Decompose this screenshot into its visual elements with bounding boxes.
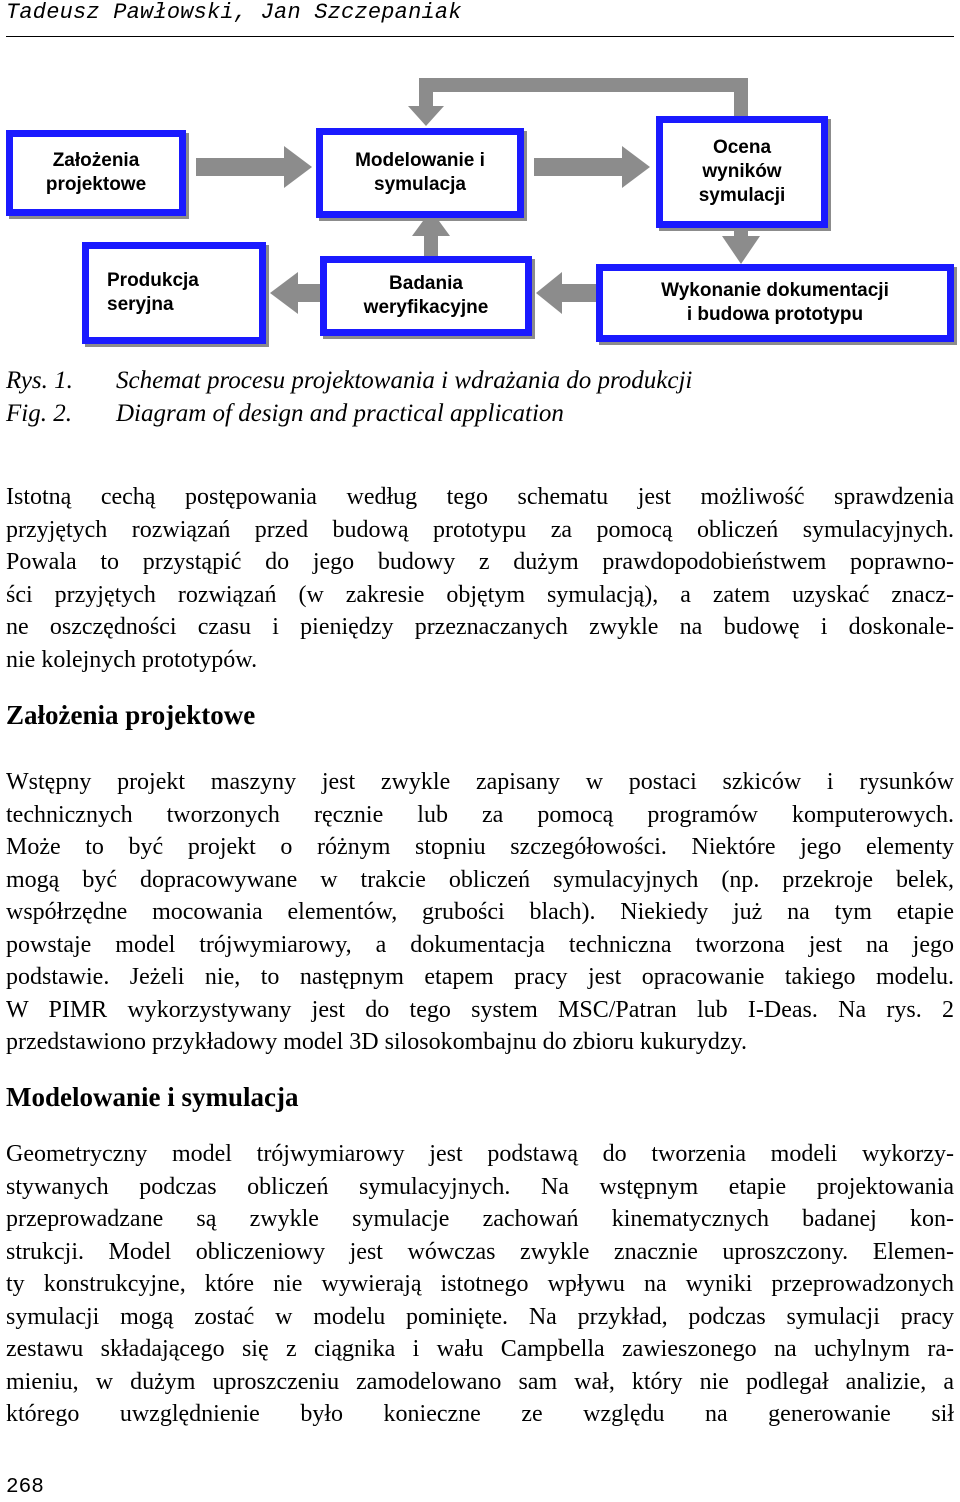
box-ocena-label: Ocena wyników symulacji <box>698 137 786 206</box>
box-produkcja-seryjna <box>82 242 266 344</box>
loop-arrow-head <box>408 106 444 126</box>
text-line: Geometryczny model trójwymiarowy jest podstawą do tworzenia modeli wykorzy- <box>6 1141 954 1167</box>
caption-en-text: Diagram of design and practical application <box>116 400 564 427</box>
text-line: zestawu składającego się z ciągnika i wału Campbella zawieszonego na uchylnym ra- <box>6 1336 954 1362</box>
text-line: nie kolejnych prototypów. <box>6 646 258 673</box>
section-modelowanie-paragraph <box>6 1138 954 1431</box>
text-line: współrzędne mocowania elementów, grubości blach). Niekiedy już na tym etapie <box>6 899 954 925</box>
text-line: mogą być dopracowywane w trakcie obliczeń symulacyjnych (np. przekroje belek, <box>6 866 954 893</box>
box-badania-weryfikacyjne <box>320 256 532 336</box>
arrow-ocena-wykonanie-head <box>722 236 760 264</box>
text-line: podstawie. Jeżeli nie, to następnym etapem pracy jest opracowanie takiego modelu. <box>6 964 954 990</box>
caption-pl-label: Rys. 1. <box>6 367 73 394</box>
section-zalozenia-paragraph <box>6 766 954 1059</box>
box-modelowanie-label: Modelowanie i symulacja <box>355 150 485 195</box>
box-wykonanie-label: Wykonanie dokumentacji i budowa prototypu <box>661 280 889 325</box>
text-line: Wstępny projekt maszyny jest zwykle zapisany w postaci szkiców i rysunków <box>6 769 954 795</box>
caption-en-label: Fig. 2. <box>6 400 72 427</box>
text-line: ści przyjętych rozwiązań (w zakresie objętym symulacją), a zatem uzyskać znacz- <box>6 581 954 608</box>
text-line: symulacji mogą zostać w modelu pominięte. Na przykład, podczas symulacji pracy <box>6 1303 954 1330</box>
box-badania-label: Badania weryfikacyjne <box>363 273 489 318</box>
text-line: mieniu, w dużym uproszczeniu zamodelowano sam wał, który nie podlegał analizie, a <box>6 1368 954 1395</box>
text-line: przeprowadzane są zwykle symulacje zachowań kinematycznych badanej kon- <box>6 1206 954 1232</box>
intro-paragraph <box>6 481 954 676</box>
text-line: powstaje model trójwymiarowy, a dokumentacja techniczna tworzona jest na jego <box>6 931 954 958</box>
text-line: ty konstrukcyjne, które nie wywierają istotnego wpływu na wyniki przeprowadzonych <box>6 1271 954 1297</box>
arrow-zalozenia-modelowanie-shaft <box>196 158 286 176</box>
box-produkcja-label: Produkcja seryjna <box>107 270 199 315</box>
box-ocena-wynikow <box>656 116 828 228</box>
arrow-badania-produkcja-head <box>270 272 298 314</box>
text-line: Powala to przystąpić do jego budowy z dużym prawdopodobieństwem poprawno- <box>6 549 954 575</box>
section-heading-modelowanie: Modelowanie i symulacja <box>6 1082 299 1112</box>
text-line: Istotną cechą postępowania według tego schematu jest możliwość sprawdzenia <box>6 484 954 510</box>
text-line: przedstawiono przykładowy model 3D silosokombajnu do zbioru kukurydzy. <box>6 1029 747 1055</box>
arrow-zalozenia-modelowanie-head <box>284 146 312 188</box>
loop-arrow-top-bar <box>419 78 748 92</box>
box-zalozenia-label: Założenia projektowe <box>45 150 147 195</box>
arrow-wykonanie-badania-head <box>536 272 562 314</box>
text-line: strukcji. Model obliczeniowy jest wówczas zwykle znacznie uproszczony. Elemen- <box>6 1238 954 1265</box>
text-line: ne oszczędności czasu i pieniędzy przeznaczanych zwykle na budowę i doskonale- <box>6 614 954 640</box>
box-zalozenia-projektowe <box>6 130 186 216</box>
box-modelowanie-symulacja <box>316 128 524 218</box>
arrow-modelowanie-ocena-head <box>622 146 650 188</box>
text-line: którego uwzględnienie było konieczne ze względu na generowanie sił <box>6 1401 954 1427</box>
running-header: Tadeusz Pawłowski, Jan Szczepaniak <box>6 0 462 25</box>
text-line: przyjętych rozwiązań przed budową prototypu za pomocą obliczeń symulacyjnych. <box>6 516 954 543</box>
loop-arrow-left-shaft <box>419 78 433 108</box>
text-line: W PIMR wykorzystywany jest do tego system MSC/Patran lub I-Deas. Na rys. 2 <box>6 996 954 1023</box>
arrow-modelowanie-ocena-shaft <box>534 158 624 176</box>
caption-pl-text: Schemat procesu projektowania i wdrażania do produkcji <box>116 367 693 394</box>
process-diagram <box>0 60 960 360</box>
header-rule <box>6 36 954 37</box>
text-line: technicznych tworzonych ręcznie lub za pomocą programów komputerowych. <box>6 801 954 828</box>
text-line: Może to być projekt o różnym stopniu szczegółowości. Niektóre jego elementy <box>6 834 954 860</box>
section-heading-zalozenia: Założenia projektowe <box>6 700 256 730</box>
arrow-wykonanie-badania-shaft <box>560 284 600 302</box>
box-wykonanie-dokumentacji <box>596 264 954 342</box>
text-line: stywanych podczas obliczeń symulacyjnych. Na wstępnym etapie projektowania <box>6 1173 954 1200</box>
page-number: 268 <box>6 1476 44 1499</box>
